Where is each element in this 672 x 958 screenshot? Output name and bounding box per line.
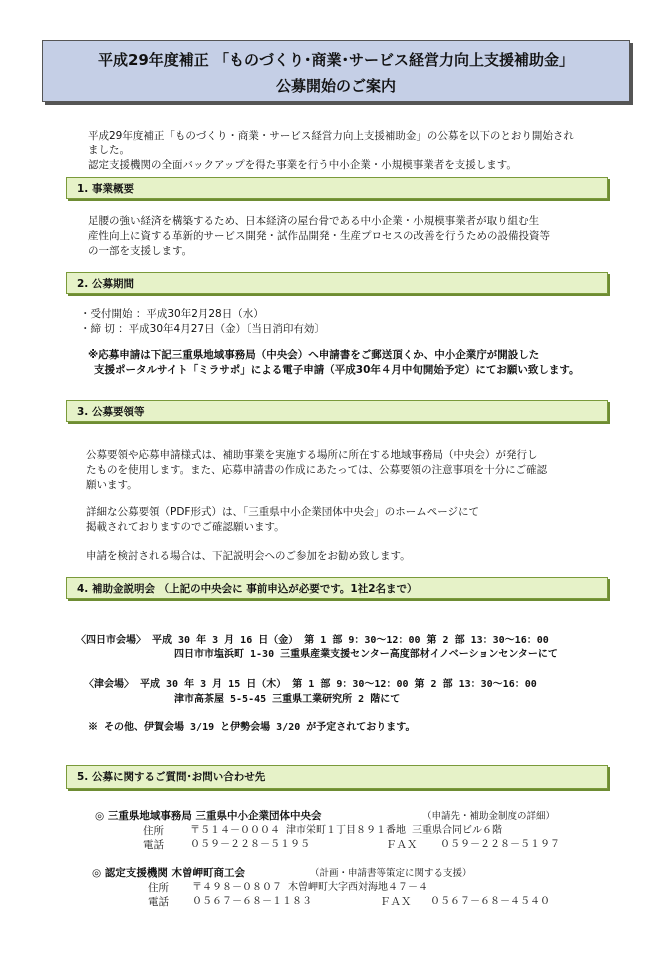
contact-1-address: 〒５１４－０００４ 津市栄町１丁目８９１番地 三重県合同ビル６階 xyxy=(190,825,503,836)
intro-line-3: 認定支援機関の全面バックアップを得た事業を行う中小企業・小規模事業者を支援します。 xyxy=(88,159,517,171)
contact-2-fax-label: ＦＡＸ xyxy=(380,896,412,908)
contact-1-phone: ０５９－２２８－５１９５ xyxy=(190,839,310,850)
document-title: 平成29年度補正 「ものづくり･商業･サービス経営力向上支援補助金」 xyxy=(97,51,575,69)
guidelines-pdf-line-2: 掲載されておりますのでご確認願います。 xyxy=(86,521,285,533)
document-subtitle: 公募開始のご案内 xyxy=(275,77,396,95)
contact-2-address-label: 住所 xyxy=(148,882,169,894)
section-5-heading: 5. 公募に関するご質問･お問い合わせ先 xyxy=(77,771,266,783)
yokkaichi-session-venue: 四日市市塩浜町 1-30 三重県産業支援センター高度部材イノベーションセンターにて xyxy=(174,649,558,660)
section-1-line-3: の一部を支援します。 xyxy=(88,245,193,257)
contact-1-address-label: 住所 xyxy=(143,825,164,837)
section-4-header xyxy=(66,577,608,599)
contact-2-phone-label: 電話 xyxy=(148,896,169,908)
section-1-line-2: 産性向上に資する革新的サービス開発・試作品開発・生産プロセスの改善を行うための設備投資等 xyxy=(88,230,550,242)
guidelines-line-2: たものを使用します。また、応募申請書の作成にあたっては、公募要領の注意事項を十分にご確認 xyxy=(86,464,548,476)
section-2-heading: 2. 公募期間 xyxy=(77,278,134,290)
contact-2-address: 〒４９８－０８０７ 木曽岬町大字西対海地４７－４ xyxy=(192,882,429,893)
section-3-header xyxy=(66,400,608,422)
guidelines-pdf-line-1: 詳細な公募要領（PDF形式）は、「三重県中小企業団体中央会」のホームページにて xyxy=(86,506,479,518)
section-4-heading: 4. 補助金説明会 （上記の中央会に 事前申込が必要です。1社2名まで） xyxy=(77,583,418,595)
contact-1-name: ◎ 三重県地域事務局 三重県中小企業団体中央会 xyxy=(95,810,322,822)
intro-line-2: ました。 xyxy=(88,144,130,156)
yokkaichi-session-datetime: 〈四日市会場〉 平成 30 年 3 月 16 日（金） 第 1 部 9：30～12：00 第 2 部 13：30～16：00 xyxy=(76,635,549,646)
contact-1-fax-label: ＦＡＸ xyxy=(386,839,418,851)
other-sessions-note: ※ その他、伊賀会場 3/19 と伊勢会場 3/20 が予定されております。 xyxy=(88,722,416,733)
application-note-line-2: 支援ポータルサイト「ミラサポ」による電子申請（平成30年４月中旬開始予定）にてお願い致します。 xyxy=(94,364,580,376)
document-title-box xyxy=(42,40,630,102)
section-1-header xyxy=(66,177,608,199)
section-5-header xyxy=(66,765,608,789)
application-note-line-1: ※応募申請は下記三重県地域事務局（中央会）へ申請書をご郵送頂くか、中小企業庁が開設した xyxy=(88,349,540,361)
application-deadline: ・締 切 ：平成30年4月27日（金）〔当日消印有効〕 xyxy=(80,323,325,335)
contact-1-fax: ０５９－２２８－５１９７ xyxy=(440,839,560,850)
contact-2-role: （計画・申請書等策定に関する支援） xyxy=(310,868,472,879)
section-3-heading: 3. 公募要領等 xyxy=(77,406,145,418)
tsu-session-datetime: 〈津会場〉 平成 30 年 3 月 15 日（木） 第 1 部 9：30～12：00 第 2 部 13：30～16：00 xyxy=(84,679,537,690)
tsu-session-venue: 津市高茶屋 5-5-45 三重県工業研究所 2 階にて xyxy=(174,694,401,705)
section-2-header xyxy=(66,272,608,294)
contact-2-fax: ０５６７－６８－４５４０ xyxy=(430,896,550,907)
contact-1-phone-label: 電話 xyxy=(143,839,164,851)
contact-1-role: （申請先・補助金制度の詳細） xyxy=(422,811,556,822)
seminar-recommendation: 申請を検討される場合は、下記説明会へのご参加をお勧め致します。 xyxy=(86,550,411,562)
contact-2-phone: ０５６７－６８－１１８３ xyxy=(192,896,312,907)
section-1-line-1: 足腰の強い経済を構築するため、日本経済の屋台骨である中小企業・小規模事業者が取り組む生 xyxy=(88,215,540,227)
contact-2-name: ◎ 認定支援機関 木曽岬町商工会 xyxy=(92,867,245,879)
section-1-heading: 1. 事業概要 xyxy=(77,183,134,195)
intro-line-1: 平成29年度補正「ものづくり・商業・サービス経営力向上支援補助金」の公募を以下のとおり開始され xyxy=(88,130,574,142)
guidelines-line-3: 願います。 xyxy=(86,479,138,491)
guidelines-line-1: 公募要領や応募申請様式は、補助事業を実施する場所に所在する地域事務局（中央会）が発行し xyxy=(86,449,538,461)
application-start: ・受付開始 ：平成30年2月28日（水） xyxy=(80,308,264,320)
